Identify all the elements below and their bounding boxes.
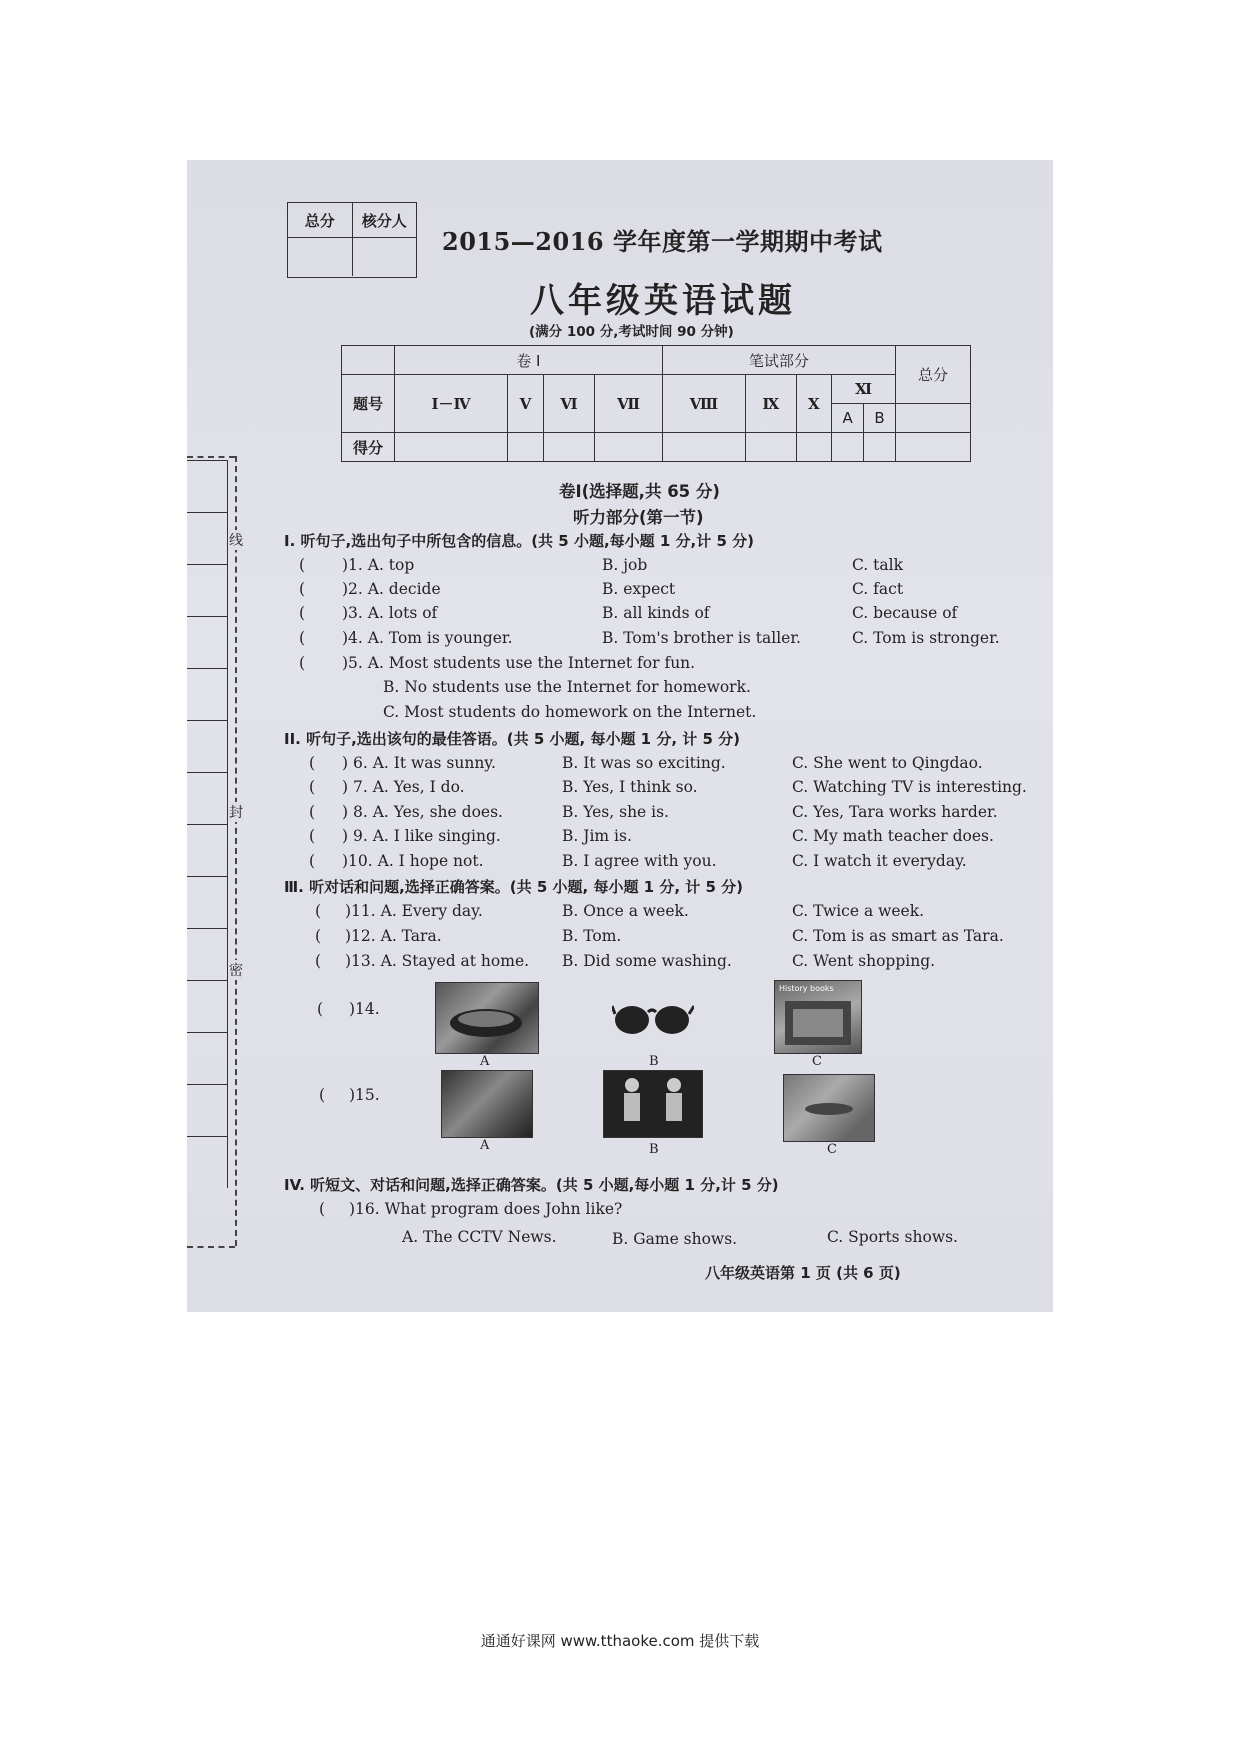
- q14-caption-a: A: [480, 1054, 490, 1069]
- q2-option-a: )2. A. decide: [342, 580, 441, 598]
- checker-cell: [352, 238, 417, 276]
- q3-option-c: C. because of: [852, 604, 958, 622]
- col-11-a: A: [832, 404, 864, 433]
- col-6: Ⅵ: [543, 375, 595, 433]
- q15-number: )15.: [349, 1086, 380, 1104]
- q4-option-a: )4. A. Tom is younger.: [342, 629, 513, 647]
- binding-margin: [187, 460, 237, 1200]
- answer-paren: (: [309, 778, 316, 796]
- q14-boat-image: [435, 982, 539, 1054]
- q7-option-a: ) 7. A. Yes, I do.: [342, 778, 465, 796]
- q3-option-a: )3. A. lots of: [342, 604, 438, 622]
- col-5: Ⅴ: [508, 375, 544, 433]
- answer-paren: (: [299, 629, 306, 647]
- q15-dancers-image: [603, 1070, 703, 1138]
- written-part-header: 笔试部分: [662, 346, 895, 375]
- q13-option-b: B. Did some washing.: [562, 952, 732, 970]
- q15-caption-b: B: [649, 1142, 659, 1157]
- binding-char-feng: 封: [229, 802, 243, 822]
- juan1-header: 卷 Ⅰ: [395, 346, 663, 375]
- q9-option-c: C. My math teacher does.: [792, 827, 994, 845]
- juan1-title: 卷Ⅰ(选择题,共 65 分): [559, 482, 720, 501]
- col-9: Ⅸ: [746, 375, 797, 433]
- page-footer: 八年级英语第 1 页 (共 6 页): [705, 1264, 901, 1282]
- section-1-title: I. 听句子,选出句子中所包含的信息。(共 5 小题,每小题 1 分,计 5 分): [284, 532, 754, 550]
- q10-option-b: B. I agree with you.: [562, 852, 717, 870]
- q3-option-b: B. all kinds of: [602, 604, 710, 622]
- q14-number: )14.: [349, 1000, 380, 1018]
- q15-caption-a: A: [480, 1138, 490, 1153]
- q1-option-a: )1. A. top: [342, 556, 415, 574]
- q4-option-c: C. Tom is stronger.: [852, 629, 1000, 647]
- q12-option-c: C. Tom is as smart as Tara.: [792, 927, 1004, 945]
- answer-paren: (: [309, 754, 316, 772]
- q14-book-label: History books: [779, 984, 834, 993]
- download-source-line: 通通好课网 www.tthaoke.com 提供下载: [480, 1632, 760, 1650]
- total-score-label: 总分: [304, 211, 335, 230]
- q5-option-a: )5. A. Most students use the Internet for fun.: [342, 654, 696, 672]
- col-7: Ⅶ: [595, 375, 662, 433]
- q16-option-a: A. The CCTV News.: [402, 1228, 557, 1246]
- section-4-title: IV. 听短文、对话和问题,选择正确答案。(共 5 小题,每小题 1 分,计 5 分): [284, 1176, 779, 1194]
- q14-caption-b: B: [649, 1054, 659, 1069]
- listening-title: 听力部分(第一节): [573, 508, 704, 527]
- q14-history-book-image: [774, 980, 862, 1054]
- answer-paren: (: [309, 852, 316, 870]
- q8-option-a: ) 8. A. Yes, she does.: [342, 803, 503, 821]
- q4-option-b: B. Tom's brother is taller.: [602, 629, 801, 647]
- answer-paren: (: [299, 556, 306, 574]
- answer-paren: (: [317, 1000, 324, 1018]
- exam-subject-title: 八年级英语试题: [530, 281, 796, 321]
- q15-caption-c: C: [827, 1142, 837, 1157]
- col-11-b: B: [864, 404, 896, 433]
- answer-paren: (: [309, 803, 316, 821]
- score-table: [341, 345, 971, 462]
- q10-option-c: C. I watch it everyday.: [792, 852, 967, 870]
- answer-paren: (: [315, 902, 322, 920]
- answer-paren: (: [299, 604, 306, 622]
- q15-outdoor-image: [441, 1070, 533, 1138]
- answer-paren: (: [299, 580, 306, 598]
- q5-option-b: B. No students use the Internet for homework.: [383, 678, 751, 696]
- q14-caption-c: C: [812, 1054, 822, 1069]
- answer-paren: (: [315, 927, 322, 945]
- binding-char-mi: 密: [229, 960, 243, 980]
- q14-sunglasses-image: [612, 998, 694, 1042]
- q13-option-a: )13. A. Stayed at home.: [345, 952, 530, 970]
- q12-option-b: B. Tom.: [562, 927, 622, 945]
- q15-swimming-image: [783, 1074, 875, 1142]
- q6-option-c: C. She went to Qingdao.: [792, 754, 983, 772]
- question-number-label: 题号: [342, 375, 395, 433]
- q2-option-c: C. fact: [852, 580, 904, 598]
- total-score-box: [287, 202, 417, 278]
- col-11: Ⅺ: [832, 375, 896, 404]
- q6-option-a: ) 6. A. It was sunny.: [342, 754, 496, 772]
- answer-paren: (: [319, 1200, 326, 1218]
- q13-option-c: C. Went shopping.: [792, 952, 936, 970]
- answer-paren: (: [309, 827, 316, 845]
- q7-option-b: B. Yes, I think so.: [562, 778, 698, 796]
- answer-paren: (: [319, 1086, 326, 1104]
- answer-paren: (: [299, 654, 306, 672]
- q11-option-c: C. Twice a week.: [792, 902, 925, 920]
- col-1-4: Ⅰ－Ⅳ: [395, 375, 508, 433]
- exam-title: 2015—2016 学年度第一学期期中考试: [442, 227, 883, 256]
- grand-total-header: 总分: [896, 346, 971, 404]
- binding-dash-line: [235, 456, 237, 1246]
- q11-option-a: )11. A. Every day.: [345, 902, 483, 920]
- q5-option-c: C. Most students do homework on the Internet.: [383, 703, 757, 721]
- q6-option-b: B. It was so exciting.: [562, 754, 726, 772]
- section-2-title: II. 听句子,选出该句的最佳答语。(共 5 小题, 每小题 1 分, 计 5 分): [284, 730, 740, 748]
- binding-dash-bottom: [187, 1246, 235, 1248]
- col-10: Ⅹ: [796, 375, 832, 433]
- section-3-title: Ⅲ. 听对话和问题,选择正确答案。(共 5 小题, 每小题 1 分, 计 5 分): [284, 878, 743, 896]
- q12-option-a: )12. A. Tara.: [345, 927, 442, 945]
- q7-option-c: C. Watching TV is interesting.: [792, 778, 1027, 796]
- total-score-cell: [288, 238, 352, 276]
- q9-option-a: ) 9. A. I like singing.: [342, 827, 501, 845]
- q9-option-b: B. Jim is.: [562, 827, 632, 845]
- q16-option-b: B. Game shows.: [612, 1230, 738, 1248]
- q10-option-a: )10. A. I hope not.: [342, 852, 484, 870]
- q16-question: )16. What program does John like?: [349, 1200, 623, 1218]
- q1-option-c: C. talk: [852, 556, 903, 574]
- binding-char-xian: 线: [229, 530, 243, 550]
- score-row-label: 得分: [342, 433, 395, 462]
- grand-total-cell: [896, 404, 971, 433]
- exam-subtitle: (满分 100 分,考试时间 90 分钟): [529, 324, 734, 340]
- binding-dash-top: [187, 456, 235, 458]
- q1-option-b: B. job: [602, 556, 648, 574]
- q8-option-b: B. Yes, she is.: [562, 803, 669, 821]
- q16-option-c: C. Sports shows.: [827, 1228, 958, 1246]
- q8-option-c: C. Yes, Tara works harder.: [792, 803, 998, 821]
- checker-label: 核分人: [352, 203, 417, 237]
- answer-paren: (: [315, 952, 322, 970]
- scanned-exam-page: [187, 160, 1053, 1312]
- q11-option-b: B. Once a week.: [562, 902, 689, 920]
- col-8: Ⅷ: [662, 375, 745, 433]
- q2-option-b: B. expect: [602, 580, 676, 598]
